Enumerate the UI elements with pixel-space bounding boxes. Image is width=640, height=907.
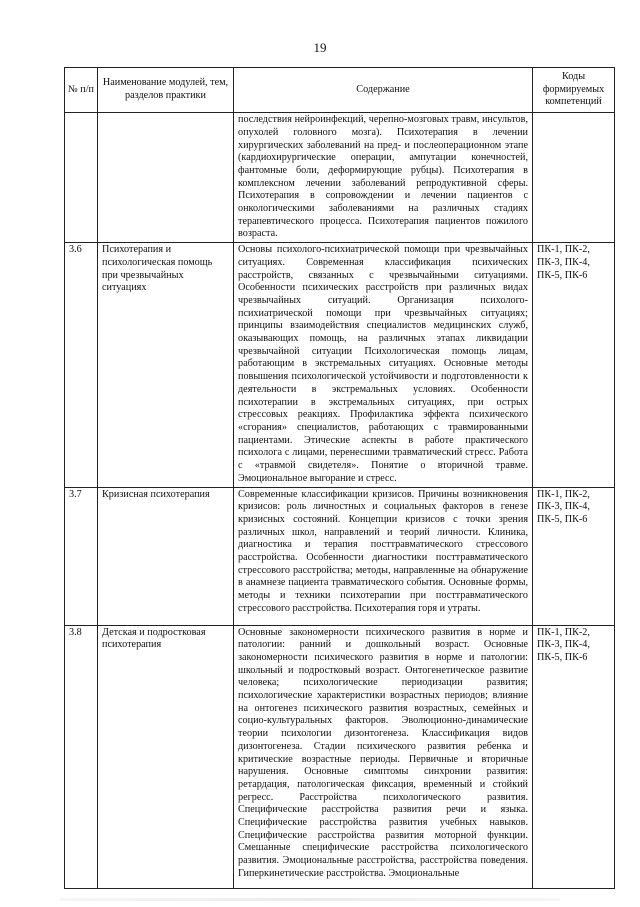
page-number: 19 xyxy=(313,40,327,55)
header-number: № п/п xyxy=(65,68,98,113)
table-row xyxy=(65,625,615,888)
row-content: последствия нейроинфекций, черепно-мозговых травм, инсультов, опухолей головного мозга). Психотерапия в лечении хирургических заболеваний на пред- и послеоперационном этапе (кардиохирургические операции, ампутации конечностей, фантомные боли, деформирующие рубцы). Психотерапия в комплексном лечении заболеваний репродуктивной сферы. Психотерапия в сопровождении и лечении пациентов с онкологическими заболеваниями на различных стадиях терапевтического процесса. Психотерапия пациентов пожилого возраста. xyxy=(234,113,533,243)
table-header-row xyxy=(65,68,615,113)
header-content: Содержание xyxy=(234,68,533,113)
table-row xyxy=(65,487,615,625)
table-row xyxy=(65,243,615,487)
row-competency-codes: ПК-1, ПК-2, ПК-3, ПК-4, ПК-5, ПК-6 xyxy=(533,243,615,487)
row-competency-codes: ПК-1, ПК-2, ПК-3, ПК-4, ПК-5, ПК-6 xyxy=(533,625,615,888)
row-content: Основные закономерности психического развития в норме и патологии: ранний и дошкольный возраст. Основные закономерности психического развития в норме и патологии: школьный и подростковый возраст. Онтогенетическое развитие человека; психологические периодизации развития; психологические характеристики возрастных периодов; влияние на онтогенез психического развития возрастных, семейных и социо-культуральных факторов. Эволюционно-динамические теории психологии дизонтогенеза. Классификация видов дизонтогенеза. Стадии психического развития ребенка и критические возрастные периоды. Первичные и вторичные нарушения. Основные симптомы синхронии развития: ретардация, патологическая фиксация, временный и стойкий регресс. Расстройства психологического развития. Специфические расстройства развития речи и языка. Специфические расстройства развития учебных навыков. Специфические расстройства развития моторной функции. Смешанные специфические расстройства психологического развития. Эмоциональные расстройства, расстройства поведения. Гиперкинетические расстройства. Эмоциональные xyxy=(234,625,533,888)
row-module-name: Психотерапия и психологическая помощь при чрезвычайных ситуациях xyxy=(98,243,234,487)
practice-modules-table xyxy=(64,67,615,889)
row-module-name: Детская и подростковая психотерапия xyxy=(98,625,234,888)
row-number: 3.8 xyxy=(65,625,98,888)
scan-artifact xyxy=(60,898,560,901)
row-content: Современные классификации кризисов. Причины возникновения кризисов: роль личностных и социальных факторов в генезе кризисных состояний. Концепции кризисов с точки зрения различных школ, направлений и теорий личности. Клиника, диагностика и терапия посттравматического стрессового расстройства. Особенности диагностики посттравматического стрессового расстройства; методы, направленные на обнаружение в анамнезе пациента травматического события. Основные формы, методы и техники психотерапии при посттравматического стрессового расстройства. Психотерапия горя и утраты. xyxy=(234,487,533,625)
row-module-name xyxy=(98,113,234,243)
row-content: Основы психолого-психиатрической помощи при чрезвычайных ситуациях. Современная классификация психических расстройств, связанных с чрезвычайными ситуациями. Особенности психических расстройств при различных видах чрезвычайных ситуаций. Организация психолого-психиатрической помощи при чрезвычайных ситуациях; принципы взаимодействия специалистов медицинских служб, оказывающих помощь, на различных этапах ликвидации чрезвычайной ситуации Психологическая помощь лицам, работающим в экстремальных ситуациях. Основные методы повышения психологической устойчивости и подготовленности к деятельности в экстремальных условиях. Особенности психотерапии в экстремальных ситуациях, при острых стрессовых реакциях. Профилактика эффекта психического «сгорания» специалистов, работающих с травмированными пациентами. Этические аспекты в работе практического психолога с лицами, перенесшими травматический стресс. Работа с «травмой свидетеля». Понятие о вторичной травме. Эмоциональное выгорание и стресс. xyxy=(234,243,533,487)
row-competency-codes: ПК-1, ПК-2, ПК-3, ПК-4, ПК-5, ПК-6 xyxy=(533,487,615,625)
row-number: 3.6 xyxy=(65,243,98,487)
row-competency-codes xyxy=(533,113,615,243)
row-number: 3.7 xyxy=(65,487,98,625)
row-number xyxy=(65,113,98,243)
header-module-name: Наименование модулей, тем, разделов практики xyxy=(98,68,234,113)
table-row xyxy=(65,113,615,243)
header-competency-codes: Коды формируемых компетенций xyxy=(533,68,615,113)
row-module-name: Кризисная психотерапия xyxy=(98,487,234,625)
